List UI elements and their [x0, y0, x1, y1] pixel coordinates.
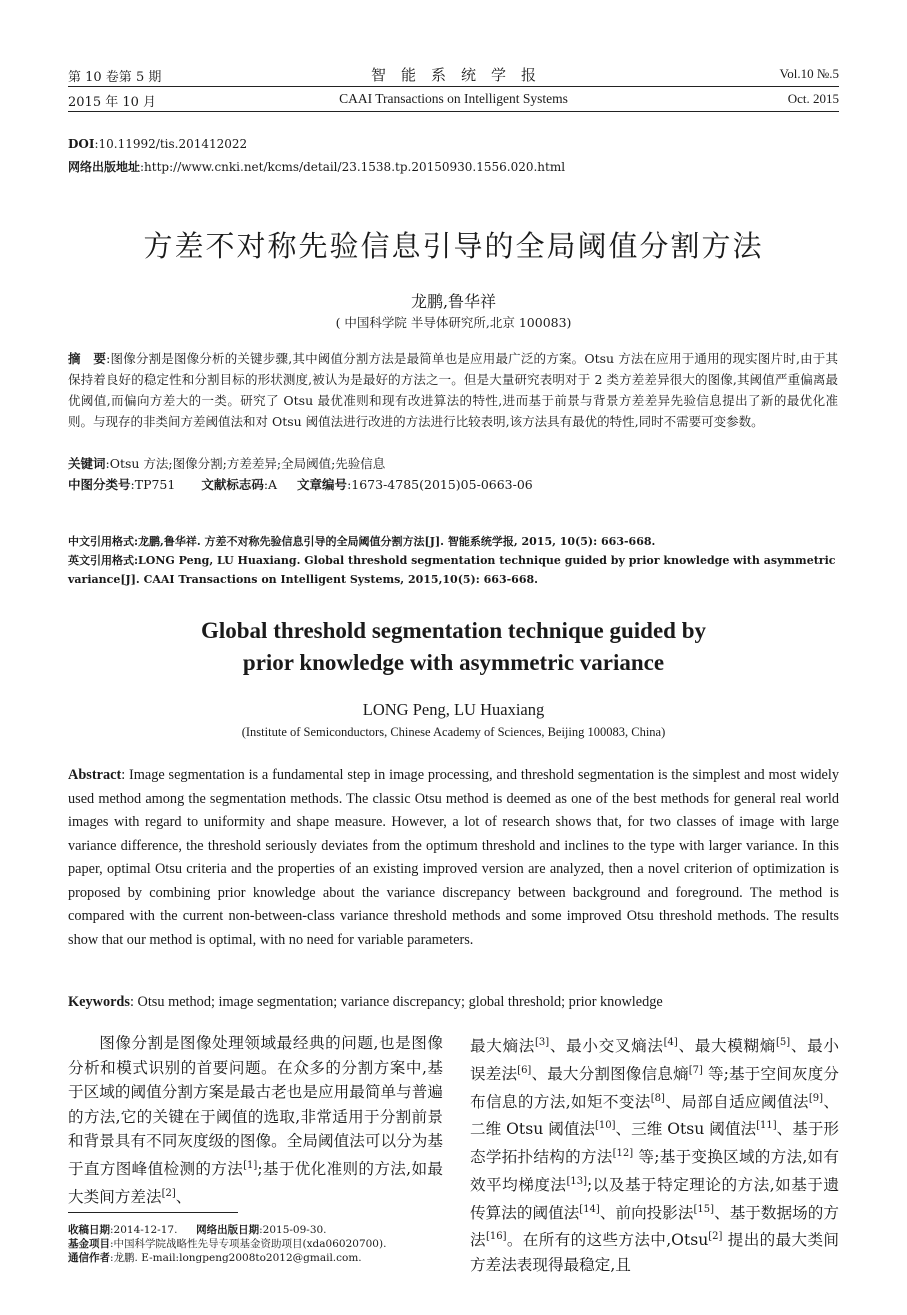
body-right-text: 。在所有的这些方法中,Otsu [506, 1231, 709, 1250]
keywords-cn-label: 关键词 [68, 456, 106, 471]
body-left-text-3: 、 [175, 1187, 192, 1206]
body-right-text: 、局部自适应阈值法 [664, 1092, 809, 1111]
funding-label: 基金项目 [68, 1238, 110, 1250]
citation-en: 英文引用格式:LONG Peng, LU Huaxiang. Global threshold segmentation technique guided by prior knowledge with asymmetric variance[J]. CAAI Transactions on Intelligent Systems, 2015,10(5): 663-668. [68, 554, 836, 586]
reference-marker[interactable]: [5] [776, 1037, 791, 1048]
body-right-text: ;以及基于特定理论的方法,如基于遗传算法的阈值法 [470, 1176, 839, 1222]
header-date-en: Oct. 2015 [787, 91, 839, 106]
header-volume-cn: 第 10 卷第 5 期 [68, 70, 162, 85]
header-journal-cn: 智 能 系 统 学 报 [370, 66, 536, 84]
abstract-en [68, 764, 839, 952]
body-left-text-2: ;基于优化准则的方法,如最大类间方差法 [68, 1160, 443, 1206]
reference-marker[interactable]: [3] [535, 1037, 550, 1048]
title-en-line1: Global threshold segmentation technique guided by [200, 618, 706, 643]
funding-value: :中国科学院战略性先导专项基金资助项目(xda06020700). [110, 1238, 387, 1250]
body-right-column [470, 1031, 839, 1278]
footnote-rule [68, 1212, 238, 1213]
reference-marker[interactable]: [6] [517, 1064, 532, 1076]
reference-marker[interactable]: [12] [612, 1148, 634, 1160]
reference-marker[interactable]: [10] [594, 1120, 616, 1132]
keywords-en-label: Keywords [68, 994, 130, 1010]
header-date-cn: 2015 年 10 月 [68, 95, 157, 110]
doc-code-label: 文献标志码 [201, 477, 264, 492]
keywords-en-text: : Otsu method; image segmentation; variance discrepancy; global threshold; prior knowledge [129, 994, 663, 1010]
reference-marker[interactable]: [15] [693, 1203, 715, 1215]
doi-line [68, 137, 247, 151]
footnote-correspondence [68, 1251, 458, 1265]
received-value: :2014-12-17. [110, 1224, 178, 1236]
reference-marker[interactable]: [4] [663, 1037, 678, 1048]
reference-marker[interactable]: [2] [708, 1231, 723, 1243]
clc-value: :TP751 [130, 477, 176, 492]
body-right-text: 等;基于变换区域的方法,如有效平均梯度法 [470, 1148, 839, 1195]
footnote-dates [68, 1223, 458, 1237]
body-left-column [68, 1031, 443, 1210]
url-label: 网络出版地址 [68, 160, 141, 174]
correspondence-label: 通信作者 [68, 1252, 110, 1264]
body-right-text: 、基于数据场的方法 [470, 1203, 839, 1250]
reference-marker[interactable]: [16] [485, 1231, 507, 1243]
article-no-label: 文章编号 [297, 477, 348, 492]
doi-label: DOI [68, 137, 95, 151]
body-right-text: 最大熵法 [470, 1037, 536, 1056]
keywords-cn [68, 453, 838, 474]
header-journal-en: CAAI Transactions on Intelligent Systems [339, 91, 568, 106]
reference-marker[interactable]: [14] [579, 1203, 600, 1215]
abstract-cn-label: 摘 要 [68, 351, 107, 366]
keywords-cn-text: :Otsu 方法;图像分割;方差差异;全局阈值;先验信息 [105, 456, 386, 471]
doi-value[interactable]: :10.11992/tis.201412022 [94, 137, 248, 151]
body-right-text: 、最大模糊熵 [677, 1037, 777, 1056]
url-line [68, 158, 565, 175]
abstract-cn [68, 348, 838, 432]
body-right-text: 提出的最大类间方差法表现得最稳定,且 [470, 1231, 839, 1275]
body-right-text: 、最大分割图像信息熵 [531, 1064, 689, 1083]
title-en-line2: prior knowledge with asymmetric variance [242, 650, 665, 675]
abstract-en-text: : Image segmentation is a fundamental step in image processing, and threshold segmentation is the simplest and most widely used method among the segmentation methods. The classic Otsu method is deemed as one of the best methods for general real world images with regard to uniformity and shape measure. However, a lot of research shows that, for two classes of image with large variance difference, the threshold seriously deviates from the optimum threshold and inclines to the type with larger variance. In this paper, optimal Otsu criteria and the properties of an existing improved version are analyzed, then a novel criterion of optimization is proposed by combining prior knowledge about the variance discrepancy between background and foreground. The method is compared with the current non-between-class variance threshold methods and some improved Otsu threshold methods. The results show that our method is optimal, with no need for variable parameters. [68, 767, 839, 948]
ref-2[interactable]: [2] [161, 1187, 176, 1199]
authors-en: LONG Peng, LU Huaxiang [362, 700, 545, 719]
header-rule-bottom [68, 111, 839, 112]
reference-marker[interactable]: [11] [756, 1120, 777, 1132]
body-right-text: 、二维 Otsu 阈值法 [470, 1092, 839, 1139]
received-label: 收稿日期 [68, 1224, 110, 1236]
reference-marker[interactable]: [8] [650, 1092, 665, 1104]
abstract-cn-text: :图像分割是图像分析的关键步骤,其中阈值分割方法是最简单也是应用最广泛的方案。Otsu 方法在应用于通用的现实图片时,由于其保持着良好的稳定性和分割目标的形状测度,被认为是最好的方法之一。但是大量研究表明对于 2 类方差差异很大的图像,其阈值严重偏离最优阈值,而偏向方差大的一类。研究了 Otsu 最优准则和现有改进算法的特性,进而基于前景与背景方差差异先验信息提出了新的最优化准则。与现存的非类间方差阈值法和对 Otsu 阈值法进行改进的方法进行比较表明,该方法具有最优的特性,同时不需要可变参数。 [68, 351, 838, 429]
body-right-text: 、最小交叉熵法 [549, 1037, 664, 1056]
body-right-text: 、前向投影法 [599, 1203, 694, 1222]
abstract-en-label: Abstract [68, 767, 122, 783]
header-volume-en: Vol.10 №.5 [779, 66, 839, 81]
clc-label: 中图分类号 [68, 477, 131, 492]
reference-marker[interactable]: [7] [688, 1064, 703, 1076]
ref-1[interactable]: [1] [243, 1159, 258, 1171]
url-value[interactable]: :http://www.cnki.net/kcms/detail/23.1538.tp.20150930.1556.020.html [140, 160, 566, 174]
authors-cn: 龙鹏,鲁华祥 [410, 292, 497, 311]
affiliation-cn: ( 中国科学院 半导体研究所,北京 100083) [335, 315, 572, 330]
classification-line [68, 474, 838, 495]
body-right-text: 、基于形态学拓扑结构的方法 [470, 1120, 840, 1167]
header-rule-top [68, 86, 839, 87]
body-right-text: 等;基于空间灰度分布信息的方法,如矩不变法 [470, 1064, 839, 1111]
title-cn: 方差不对称先验信息引导的全局阈值分割方法 [143, 229, 764, 263]
published-value: :2015-09-30. [259, 1224, 327, 1236]
published-label: 网络出版日期 [196, 1224, 260, 1236]
reference-marker[interactable]: [13] [566, 1175, 588, 1187]
body-left-text: 图像分割是图像处理领域最经典的问题,也是图像分析和模式识别的首要问题。在众多的分割方案中,基于区域的阈值分割方案是最古老也是应用最简单与普遍的方法,它的关键在于阈值的选取,非常适用于分割前景和背景具有不同灰度级的图像。全局阈值法可以分为基于直方图峰值检测的方法 [68, 1034, 443, 1179]
reference-marker[interactable]: [9] [808, 1092, 824, 1104]
affiliation-en: (Institute of Semiconductors, Chinese Academy of Sciences, Beijing 100083, China) [241, 725, 666, 739]
correspondence-value[interactable]: :龙鹏. E-mail:longpeng2008to2012@gmail.com. [110, 1252, 362, 1264]
body-right-text: 、最小误差法 [470, 1037, 839, 1083]
article-no-value: :1673-4785(2015)05-0663-06 [347, 477, 533, 492]
doc-code-value: :A [263, 477, 278, 492]
footnote-funding [68, 1237, 458, 1251]
citation-cn: 中文引用格式:龙鹏,鲁华祥. 方差不对称先验信息引导的全局阈值分割方法[J]. 智能系统学报, 2015, 10(5): 663-668. [68, 535, 656, 548]
body-right-text: 、三维 Otsu 阈值法 [615, 1120, 757, 1139]
keywords-en [68, 991, 839, 1015]
